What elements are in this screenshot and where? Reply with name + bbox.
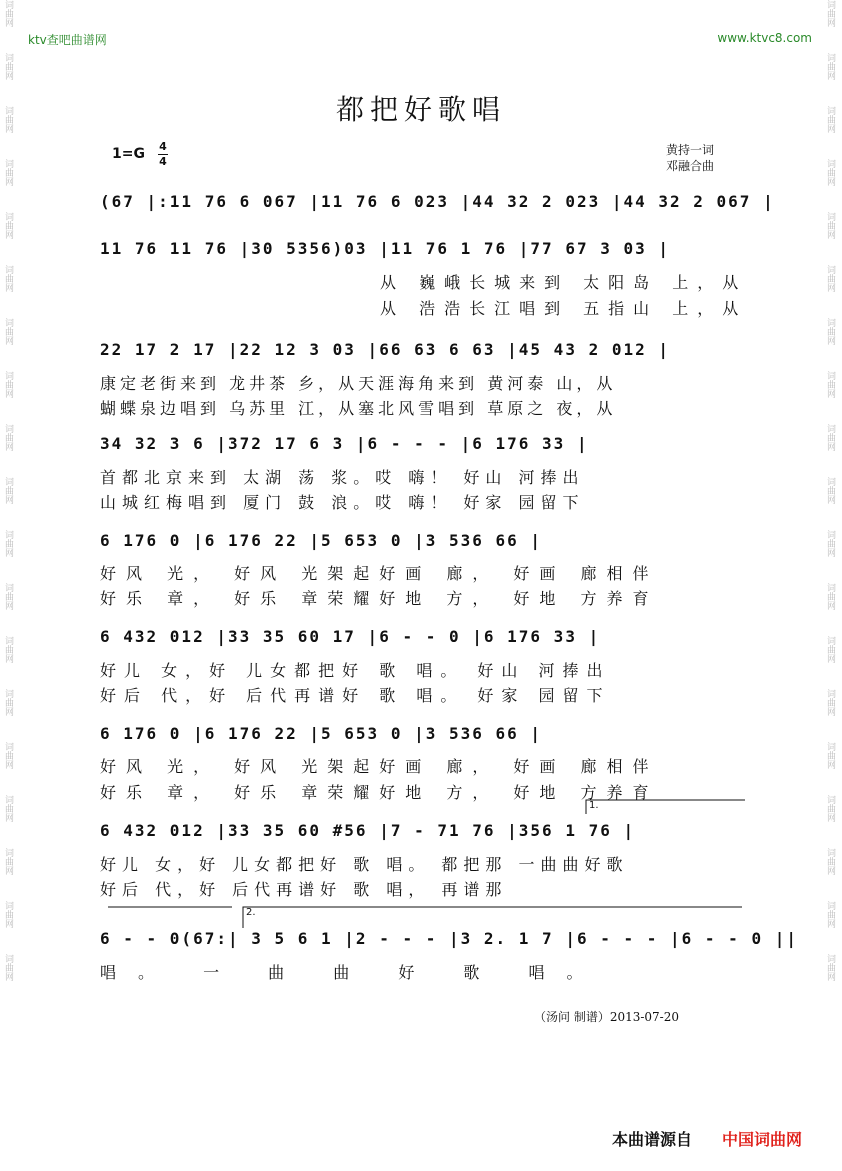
music-row bbox=[100, 434, 745, 460]
notation-line: 6 432 012 |33 35 60 17 |6 - - 0 |6 176 33 | bbox=[100, 627, 601, 646]
source-prefix: 本曲谱源自 bbox=[612, 1130, 693, 1149]
music-row bbox=[100, 192, 775, 218]
lyric-line: 首都北京来到 太湖 荡 浆。哎 嗨！ 好山 河捧出 bbox=[100, 468, 585, 487]
key-signature: 1=G bbox=[112, 146, 145, 162]
notation-line: 6 176 0 |6 176 22 |5 653 0 |3 536 66 | bbox=[100, 531, 543, 550]
lyric-line: 好儿 女，好 儿女都把好 歌 唱。 好山 河捧出 bbox=[100, 661, 611, 680]
lyric-line: 从 巍峨长城来到 太阳岛 上，从 bbox=[380, 273, 748, 292]
music-row bbox=[100, 627, 745, 653]
notation-line: 6 176 0 |6 176 22 |5 653 0 |3 536 66 | bbox=[100, 724, 543, 743]
side-watermark-right: 词曲网 词曲网 词曲网 词曲网 词曲网 词曲网 词曲网 词曲网 词曲网 词曲网 词曲网 词曲网 词曲网 词曲网 词曲网 词曲网 词曲网 词曲网 词曲网 bbox=[825, 0, 835, 981]
watermark-left: ktv查吧曲谱网 bbox=[28, 33, 107, 47]
lyric-line: 从 浩浩长江唱到 五指山 上，从 bbox=[380, 299, 748, 318]
music-row bbox=[100, 929, 798, 955]
volta-first-label: 1. bbox=[589, 800, 599, 811]
notation-line: 6 - - 0(67:| 3 5 6 1 |2 - - - |3 2. 1 7 |6 - - - |6 - - 0 || bbox=[100, 929, 798, 948]
lyric-line: 好后 代，好 后代再谱好 歌 唱。 好家 园留下 bbox=[100, 686, 611, 705]
lyric-line: 好乐 章， 好乐 章荣耀好地 方， 好地 方养育 bbox=[100, 783, 659, 802]
music-row bbox=[100, 724, 745, 750]
lyric-line: 好风 光， 好风 光架起好画 廊， 好画 廊相伴 bbox=[100, 564, 659, 583]
song-title: 都把好歌唱 bbox=[335, 93, 506, 126]
lyric-line: 好后 代，好 后代再谱好 歌 唱， 再谱那 bbox=[100, 880, 508, 899]
notation-line: 6 432 012 |33 35 60 #56 |7 - 71 76 |356 1 76 | bbox=[100, 821, 636, 840]
notation-line: 22 17 2 17 |22 12 3 03 |66 63 6 63 |45 43 2 012 | bbox=[100, 340, 671, 359]
notation-line: 34 32 3 6 |372 17 6 3 |6 - - - |6 176 33 | bbox=[100, 434, 589, 453]
lyric-line: 山城红梅唱到 厦门 鼓 浪。哎 嗨！ 好家 园留下 bbox=[100, 493, 585, 512]
lyric-line: 蝴蝶泉边唱到 乌苏里 江，从塞北风雪唱到 草原之 夜，从 bbox=[100, 399, 617, 418]
arranger-credit: （汤问 制谱）2013-07-20 bbox=[534, 1010, 680, 1024]
lyric-line: 好乐 章， 好乐 章荣耀好地 方， 好地 方养育 bbox=[100, 589, 659, 608]
time-signature: 4 4 bbox=[159, 140, 167, 168]
lyric-line: 唱。 一 曲 曲 好 歌 唱。 bbox=[100, 963, 605, 982]
notation-line: (67 |:11 76 6 067 |11 76 6 023 |44 32 2 023 |44 32 2 067 | bbox=[100, 192, 775, 211]
lyric-line: 康定老街来到 龙井茶 乡，从天涯海角来到 黄河泰 山，从 bbox=[100, 374, 617, 393]
watermark-right: www.ktvc8.com bbox=[717, 31, 812, 45]
volta-second-label: 2. bbox=[246, 907, 256, 918]
side-watermark-left: 词曲网 词曲网 词曲网 词曲网 词曲网 词曲网 词曲网 词曲网 词曲网 词曲网 词曲网 词曲网 词曲网 词曲网 词曲网 词曲网 词曲网 词曲网 词曲网 bbox=[3, 0, 13, 981]
lyricist-credit: 黄持一词 bbox=[666, 143, 715, 157]
music-row bbox=[100, 531, 745, 557]
lyric-line: 好风 光， 好风 光架起好画 廊， 好画 廊相伴 bbox=[100, 757, 659, 776]
lyric-line: 好儿 女，好 儿女都把好 歌 唱。 都把那 一曲曲好歌 bbox=[100, 855, 629, 874]
music-row bbox=[100, 821, 745, 847]
composer-credit: 邓融合曲 bbox=[666, 159, 715, 173]
music-row bbox=[100, 239, 745, 265]
source-site-link[interactable]: 中国词曲网 bbox=[722, 1130, 803, 1149]
music-row bbox=[100, 340, 745, 366]
notation-line: 11 76 11 76 |30 5356)03 |11 76 1 76 |77 67 3 03 | bbox=[100, 239, 671, 258]
